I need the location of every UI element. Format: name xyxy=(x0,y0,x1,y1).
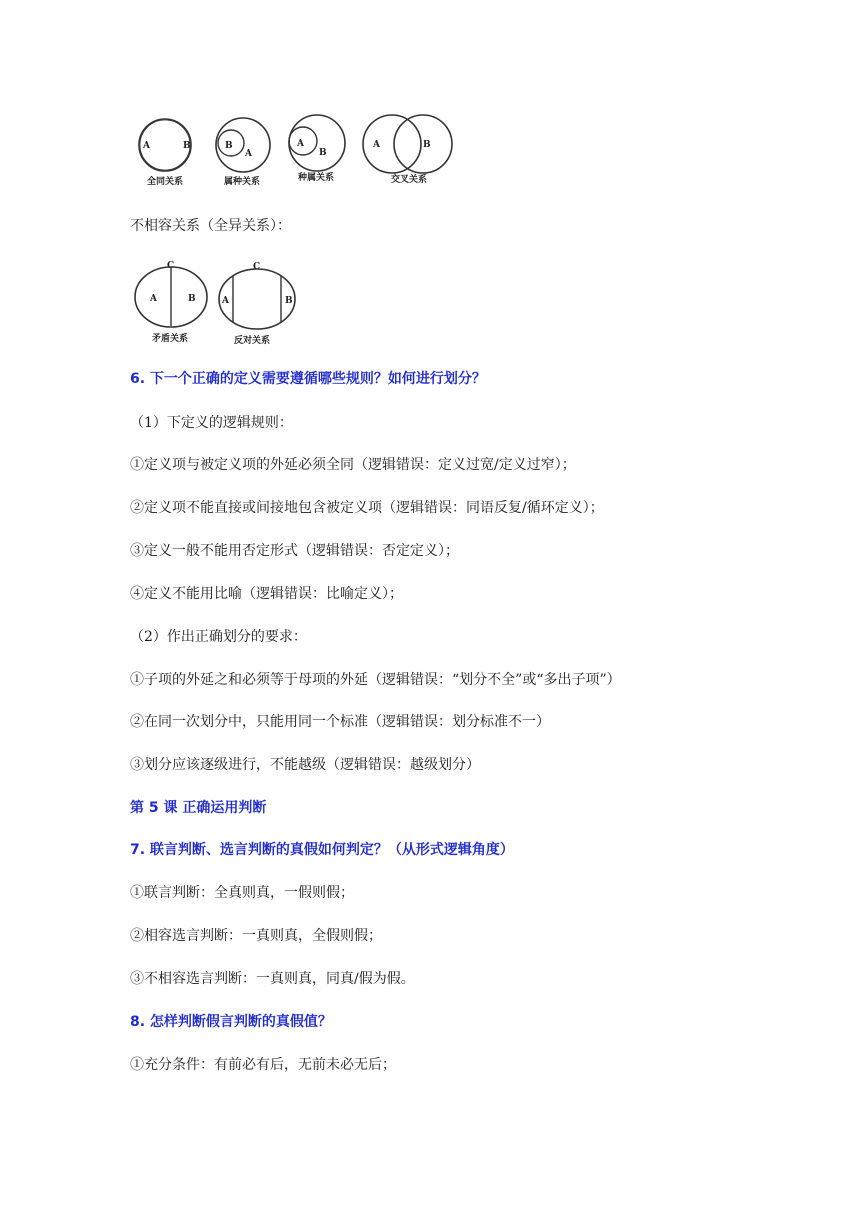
contradictory-letter-b: B xyxy=(188,294,196,304)
compatible-disjunctive-rule: ②相容选言判断：一真则真，全假则假； xyxy=(130,928,382,944)
division-rule-1: ①子项的外延之和必须等于母项的外延（逻辑错误：“划分不全”或“多出子项”） xyxy=(130,672,621,688)
contradictory-caption: 矛盾关系 xyxy=(152,334,189,344)
genus-letter-a: A xyxy=(245,149,252,159)
conjunctive-judgment-rule: ①联言判断：全真则真，一假则假； xyxy=(130,885,354,901)
contrary-letter-b: B xyxy=(285,296,293,306)
contrary-letter-c: C xyxy=(253,262,261,272)
species-genus-relation-figure xyxy=(289,115,345,183)
genus-letter-b: B xyxy=(225,141,233,151)
definition-rule-4: ④定义不能用比喻（逻辑错误：比喻定义）； xyxy=(130,586,403,602)
definition-rule-1: ①定义项与被定义项的外延必须全同（逻辑错误：定义过宽/定义过窄）； xyxy=(130,457,576,473)
compatible-relations-diagram xyxy=(130,112,460,192)
identity-letter-a: A xyxy=(143,141,150,151)
genus-caption: 属种关系 xyxy=(224,177,261,187)
incompatible-relations-label: 不相容关系（全异关系）： xyxy=(130,218,291,234)
contrary-caption: 反对关系 xyxy=(234,336,271,346)
identity-relation-figure xyxy=(139,119,191,187)
division-rule-2: ②在同一次划分中，只能用同一个标准（逻辑错误：划分标准不一） xyxy=(130,714,550,730)
division-requirements-subheading: （2）作出正确划分的要求： xyxy=(130,629,307,645)
intersection-caption: 交叉关系 xyxy=(391,175,428,185)
contrary-letter-a: A xyxy=(222,296,229,306)
lesson-5-heading: 第 5 课 正确运用判断 xyxy=(130,800,267,816)
identity-letter-b: B xyxy=(183,141,191,151)
intersection-letter-a: A xyxy=(373,140,380,150)
sufficient-condition-rule: ①充分条件：有前必有后，无前未必无后； xyxy=(130,1057,396,1073)
contrary-relation-figure xyxy=(219,262,295,346)
contradictory-letter-c: C xyxy=(167,261,175,271)
intersection-letter-b: B xyxy=(423,140,431,150)
definition-rules-subheading: （1）下定义的逻辑规则： xyxy=(130,415,293,431)
contradictory-relation-figure xyxy=(135,261,207,344)
definition-rule-3: ③定义一般不能用否定形式（逻辑错误：否定定义）； xyxy=(130,543,459,559)
contradictory-letter-a: A xyxy=(150,294,157,304)
question-8-heading: 8. 怎样判断假言判断的真假值？ xyxy=(130,1014,332,1030)
species-letter-a: A xyxy=(297,139,304,149)
division-rule-3: ③划分应该逐级进行，不能越级（逻辑错误：越级划分） xyxy=(130,757,480,773)
question-6-heading: 6. 下一个正确的定义需要遵循哪些规则？如何进行划分？ xyxy=(130,371,486,387)
identity-caption: 全同关系 xyxy=(147,177,184,187)
incompatible-disjunctive-rule: ③不相容选言判断：一真则真，同真/假为假。 xyxy=(130,971,415,987)
definition-rule-2: ②定义项不能直接或间接地包含被定义项（逻辑错误：同语反复/循环定义）； xyxy=(130,500,604,516)
incompatible-relations-diagram xyxy=(130,257,310,347)
genus-species-relation-figure xyxy=(216,118,270,187)
intersection-relation-figure xyxy=(363,115,452,185)
species-letter-b: B xyxy=(319,148,327,158)
species-caption: 种属关系 xyxy=(298,173,335,183)
question-7-heading: 7. 联言判断、选言判断的真假如何判定？（从形式逻辑角度） xyxy=(130,842,514,858)
